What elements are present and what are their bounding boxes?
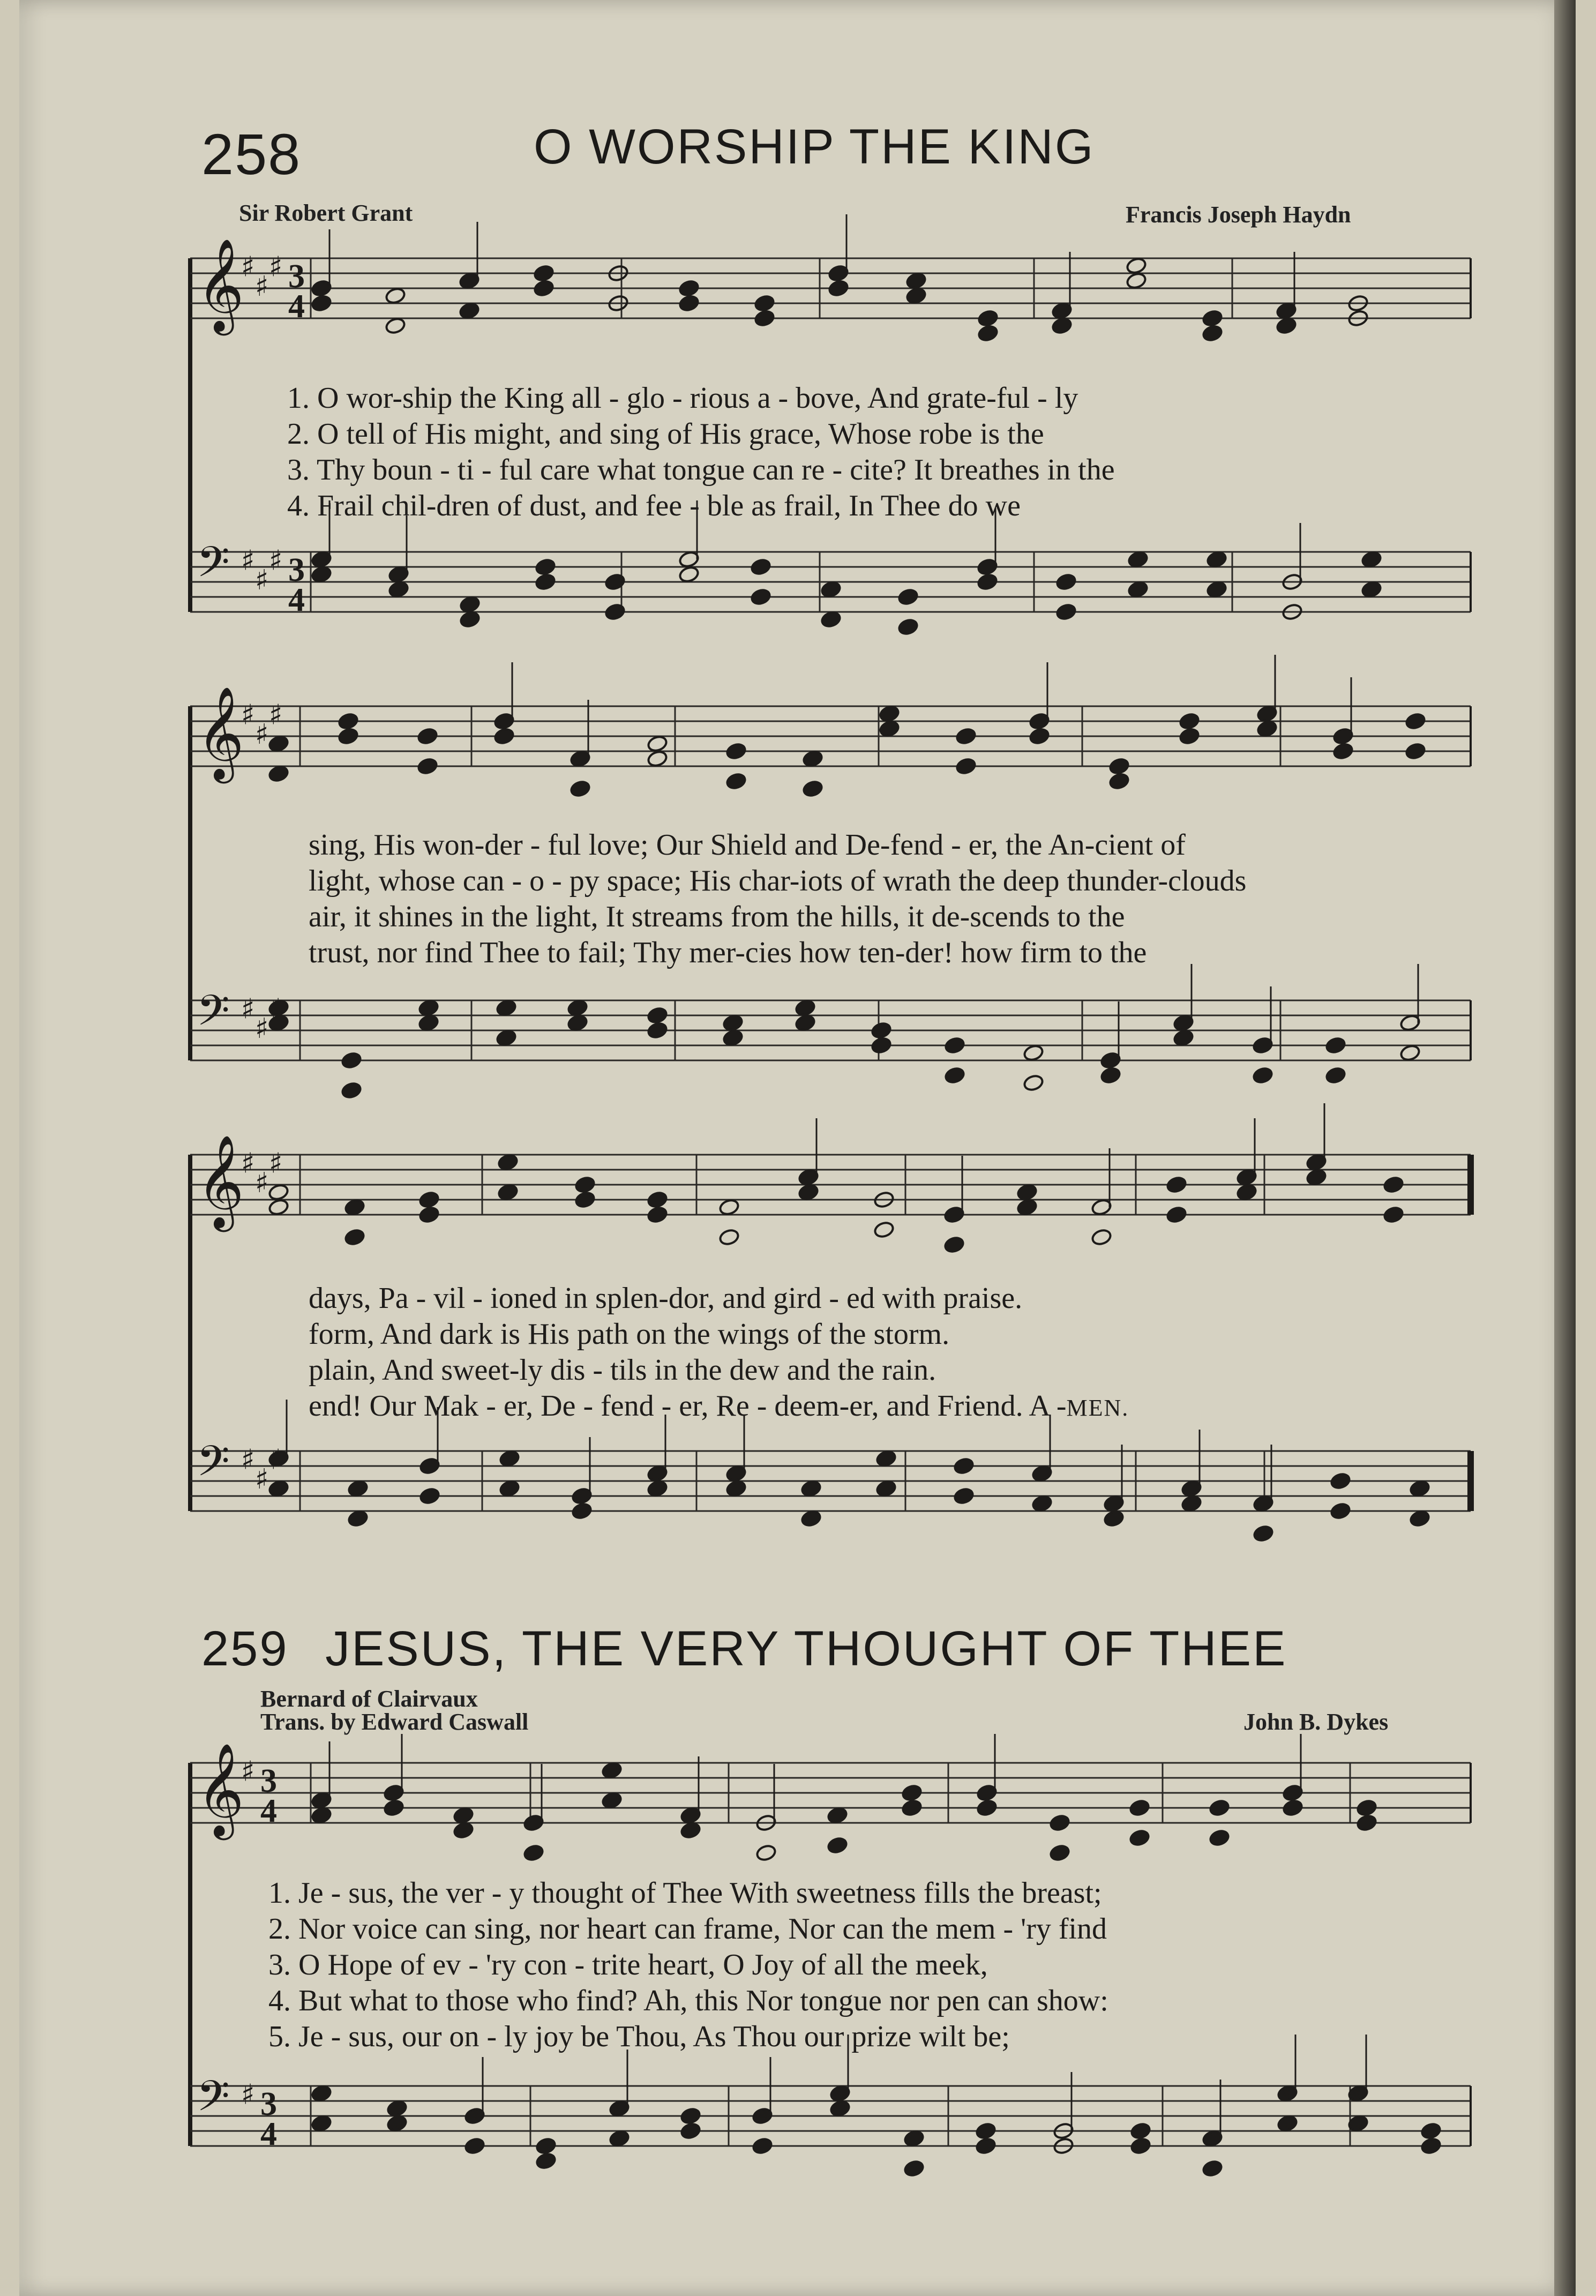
note-head: [647, 1006, 668, 1024]
sharp-icon: ♯: [241, 1147, 255, 1180]
note-head: [897, 618, 919, 636]
note-head: [453, 1821, 474, 1839]
note-head: [903, 2129, 925, 2148]
note-head: [722, 1029, 744, 1047]
note-head: [977, 573, 998, 591]
note-head: [827, 1836, 848, 1854]
note-head: [718, 1198, 740, 1216]
note-head: [1330, 1472, 1351, 1490]
note-head: [499, 1479, 520, 1498]
note-head: [750, 588, 771, 606]
note-head: [1016, 1183, 1038, 1201]
note-head: [388, 580, 409, 599]
note-head: [574, 1191, 596, 1209]
note-head: [453, 1806, 474, 1824]
note-head: [871, 1036, 892, 1054]
note-head: [879, 705, 900, 723]
note-head: [976, 1799, 998, 1817]
note-head: [647, 735, 668, 753]
sharp-icon: ♯: [241, 2078, 255, 2111]
sharp-icon: ♯: [269, 544, 283, 577]
note-head: [953, 1457, 975, 1475]
lyric-line: 3. Thy boun - ti - ful care what tongue can re - cite? It breathes in the: [287, 453, 1115, 487]
note-head: [955, 757, 977, 775]
time-signature-bottom: 4: [288, 288, 305, 325]
note-head: [1356, 1814, 1377, 1832]
note-head: [1399, 1044, 1421, 1062]
note-head: [901, 1784, 923, 1802]
note-head: [567, 1014, 588, 1032]
note-head: [1166, 1176, 1187, 1194]
note-head: [497, 1153, 519, 1171]
note-head: [800, 1479, 822, 1498]
note-head: [754, 294, 775, 312]
note-head: [311, 1806, 332, 1824]
note-head: [464, 2137, 485, 2155]
note-head: [386, 2099, 408, 2118]
note-head: [722, 1014, 744, 1032]
note-head: [827, 1806, 848, 1824]
note-head: [1325, 1066, 1346, 1085]
time-signature-bottom: 4: [288, 582, 305, 618]
note-head: [975, 2122, 996, 2140]
note-head: [678, 279, 700, 297]
note-head: [493, 727, 515, 745]
note-head: [871, 1021, 892, 1039]
note-head: [879, 720, 900, 738]
note-head: [943, 1236, 965, 1254]
note-head: [1252, 1066, 1273, 1085]
note-head: [1051, 317, 1073, 335]
note-head: [953, 1487, 975, 1505]
note-head: [1126, 272, 1147, 290]
note-head: [417, 757, 438, 775]
time-signature-bottom: 4: [260, 1793, 277, 1829]
note-head: [338, 727, 359, 745]
note-head: [647, 1479, 668, 1498]
note-head: [496, 999, 517, 1017]
note-head: [1055, 573, 1077, 591]
lyric-line: air, it shines in the light, It streams from the hills, it de-scends to the: [309, 900, 1125, 933]
note-head: [678, 294, 700, 312]
note-head: [535, 2152, 557, 2170]
note-head: [459, 302, 480, 320]
note-head: [1103, 1509, 1125, 1528]
note-head: [1016, 1198, 1038, 1216]
note-head: [1282, 1799, 1303, 1817]
note-head: [1173, 1029, 1194, 1047]
note-head: [1181, 1494, 1202, 1513]
note-head: [496, 1029, 517, 1047]
note-head: [647, 1206, 668, 1224]
note-head: [570, 780, 591, 798]
note-head: [341, 1081, 362, 1100]
note-head: [1055, 603, 1077, 621]
note-head: [1409, 1509, 1430, 1528]
note-head: [383, 1799, 404, 1817]
lyric-line: light, whose can - o - py space; His char-iots of wrath the deep thunder-clouds: [309, 864, 1247, 898]
note-head: [1166, 1206, 1187, 1224]
note-head: [1108, 772, 1130, 790]
time-signature-top: 3: [288, 552, 305, 588]
note-head: [604, 573, 626, 591]
note-head: [905, 287, 927, 305]
note-head: [418, 1206, 440, 1224]
note-head: [268, 1183, 289, 1201]
note-head: [268, 765, 289, 783]
note-head: [955, 727, 977, 745]
sharp-icon: ♯: [269, 1147, 283, 1180]
treble-clef-icon: 𝄞: [197, 1134, 244, 1228]
note-head: [344, 1228, 365, 1246]
note-head: [647, 1191, 668, 1209]
note-head: [875, 1479, 897, 1498]
lyric-line: sing, His won-der - ful love; Our Shield and De-fend - er, the An-cient of: [309, 828, 1186, 862]
note-head: [418, 1014, 439, 1032]
note-head: [718, 1228, 740, 1246]
note-head: [1420, 2137, 1442, 2155]
note-head: [311, 294, 332, 312]
sharp-icon: ♯: [241, 699, 255, 731]
note-head: [268, 1198, 289, 1216]
lyric-line: trust, nor find Thee to fail; Thy mer-cies how ten-der! how firm to the: [309, 936, 1147, 969]
note-head: [1023, 1044, 1044, 1062]
hymn-title: JESUS, THE VERY THOUGHT OF THEE: [325, 1621, 1287, 1676]
note-head: [1206, 580, 1227, 599]
note-head: [311, 565, 332, 584]
note-head: [311, 2114, 332, 2133]
note-head: [1029, 727, 1050, 745]
note-head: [897, 588, 919, 606]
note-head: [1202, 309, 1223, 327]
time-signature-bottom: 4: [260, 2116, 277, 2152]
note-head: [344, 1198, 365, 1216]
note-head: [574, 1176, 596, 1194]
lyric-line: 2. O tell of His might, and sing of His grace, Whose robe is the: [287, 417, 1044, 451]
note-head: [905, 272, 927, 290]
note-head: [795, 1014, 816, 1032]
note-head: [418, 999, 439, 1017]
note-head: [535, 2137, 557, 2155]
note-head: [535, 573, 556, 591]
note-head: [1361, 580, 1382, 599]
sharp-icon: ♯: [241, 251, 255, 283]
lyric-line: 4. But what to those who find? Ah, this Nor tongue nor pen can show:: [268, 1984, 1108, 2017]
lyric-line: 1. O wor-ship the King all - glo - rious a - bove, And grate-ful - ly: [287, 382, 1078, 415]
note-head: [829, 2099, 851, 2118]
note-head: [1420, 2122, 1442, 2140]
note-head: [944, 1036, 965, 1054]
hymn-title: O WORSHIP THE KING: [534, 119, 1095, 174]
note-head: [1206, 550, 1227, 569]
note-head: [1253, 1524, 1274, 1543]
note-head: [802, 750, 823, 768]
note-head: [347, 1479, 369, 1498]
bass-clef-icon: 𝄢: [197, 985, 230, 1046]
note-head: [873, 1221, 895, 1239]
note-head: [418, 1191, 440, 1209]
note-head: [647, 750, 668, 768]
note-head: [1129, 1829, 1150, 1847]
lyric-line: 4. Frail chil-dren of dust, and fee - ble as frail, In Thee do we: [287, 489, 1021, 522]
note-head: [1383, 1206, 1404, 1224]
note-head: [1031, 1494, 1053, 1513]
note-head: [523, 1844, 544, 1862]
note-head: [1236, 1183, 1257, 1201]
music-credit: Francis Joseph Haydn: [1126, 201, 1351, 228]
note-head: [680, 1821, 701, 1839]
note-head: [1325, 1036, 1346, 1054]
note-head: [1202, 2159, 1223, 2178]
note-head: [1127, 580, 1149, 599]
note-head: [1126, 257, 1147, 275]
words-credit: Sir Robert Grant: [239, 200, 413, 226]
sharp-icon: ♯: [255, 1167, 269, 1199]
note-head: [533, 264, 555, 282]
note-head: [1209, 1829, 1230, 1847]
sharp-icon: ♯: [241, 544, 255, 577]
note-head: [499, 1449, 520, 1468]
note-head: [755, 1844, 777, 1862]
note-head: [535, 558, 556, 576]
note-head: [875, 1449, 897, 1468]
note-head: [567, 999, 588, 1017]
note-head: [944, 1066, 965, 1085]
lyric-line: days, Pa - vil - ioned in splen-dor, and gird - ed with praise.: [309, 1282, 1023, 1315]
note-head: [1409, 1479, 1430, 1498]
lyric-line: form, And dark is His path on the wings of the storm.: [309, 1318, 950, 1351]
note-head: [1405, 742, 1426, 760]
note-head: [975, 2137, 996, 2155]
note-head: [609, 2129, 630, 2148]
note-head: [533, 279, 555, 297]
note-head: [1356, 1799, 1377, 1817]
note-head: [419, 1487, 440, 1505]
note-head: [1383, 1176, 1404, 1194]
note-head: [338, 712, 359, 730]
sharp-icon: ♯: [241, 993, 255, 1026]
note-head: [725, 772, 747, 790]
note-head: [268, 735, 289, 753]
note-head: [977, 324, 999, 342]
sharp-icon: ♯: [241, 1755, 255, 1788]
bass-clef-icon: 𝄢: [197, 2071, 230, 2132]
lyric-line: 2. Nor voice can sing, nor heart can frame, Nor can the mem - 'ry find: [268, 1912, 1107, 1946]
amen-suffix: MEN.: [1066, 1395, 1129, 1421]
note-head: [268, 1479, 289, 1498]
note-head: [601, 1791, 623, 1809]
note-head: [1100, 1066, 1121, 1085]
lyric-line-text: end! Our Mak - er, De - fend - er, Re - deem-er, and Friend. A -: [309, 1389, 1067, 1423]
note-head: [1049, 1844, 1070, 1862]
note-head: [1330, 1502, 1351, 1520]
treble-clef-icon: 𝄞: [197, 238, 244, 332]
lyric-line: 5. Je - sus, our on - ly joy be Thou, As Thou our prize wilt be;: [268, 2020, 1010, 2053]
note-head: [1332, 742, 1354, 760]
note-head: [417, 727, 438, 745]
sharp-icon: ♯: [255, 1463, 269, 1495]
note-head: [795, 999, 816, 1017]
note-head: [1130, 2137, 1151, 2155]
note-head: [680, 2122, 701, 2140]
note-head: [347, 1509, 369, 1528]
note-head: [820, 580, 842, 599]
note-head: [1129, 1799, 1150, 1817]
music-credit: John B. Dykes: [1243, 1709, 1389, 1735]
treble-clef-icon: 𝄞: [197, 686, 244, 780]
sharp-icon: ♯: [241, 1444, 255, 1476]
note-head: [341, 1051, 362, 1070]
note-head: [1276, 317, 1297, 335]
note-head: [497, 1183, 519, 1201]
note-head: [459, 595, 481, 614]
note-head: [1127, 550, 1149, 569]
note-head: [311, 2084, 332, 2103]
note-head: [385, 287, 406, 305]
note-head: [1202, 324, 1223, 342]
note-head: [1256, 720, 1278, 738]
note-head: [800, 1509, 822, 1528]
note-head: [385, 317, 406, 335]
note-head: [1091, 1228, 1112, 1246]
note-head: [1108, 757, 1130, 775]
hymn-number: 259: [201, 1621, 289, 1676]
sharp-icon: ♯: [269, 699, 283, 731]
note-head: [1361, 550, 1382, 569]
note-head: [601, 1761, 623, 1779]
time-signature-top: 3: [260, 2086, 277, 2122]
note-head: [678, 565, 700, 584]
note-head: [901, 1799, 923, 1817]
note-head: [828, 279, 849, 297]
bass-clef-icon: 𝄢: [197, 537, 230, 597]
note-head: [1130, 2122, 1151, 2140]
lyric-line: 1. Je - sus, the ver - y thought of Thee With sweetness fills the breast;: [268, 1876, 1102, 1910]
note-head: [754, 309, 775, 327]
time-signature-top: 3: [288, 258, 305, 295]
words-credit: Bernard of Clairvaux: [260, 1686, 478, 1712]
note-head: [647, 1021, 668, 1039]
note-head: [1405, 712, 1426, 730]
note-head: [1209, 1799, 1230, 1817]
sharp-icon: ♯: [269, 251, 283, 283]
note-head: [1179, 727, 1200, 745]
note-head: [977, 309, 999, 327]
translator-credit: Trans. by Edward Caswall: [260, 1709, 529, 1735]
note-head: [820, 610, 842, 629]
note-head: [798, 1183, 819, 1201]
sharp-icon: ♯: [255, 1013, 269, 1045]
note-head: [1277, 2114, 1298, 2133]
note-head: [752, 2137, 773, 2155]
note-head: [1049, 1814, 1070, 1832]
bass-clef-icon: 𝄢: [197, 1436, 230, 1497]
treble-clef-icon: 𝄞: [197, 1742, 244, 1836]
note-head: [802, 780, 823, 798]
note-head: [571, 1502, 593, 1520]
lyric-line: plain, And sweet-ly dis - tils in the dew and the rain.: [309, 1353, 936, 1387]
time-signature-top: 3: [260, 1763, 277, 1799]
sharp-icon: ♯: [255, 564, 269, 596]
note-head: [1179, 712, 1200, 730]
note-head: [1306, 1168, 1327, 1186]
note-head: [725, 742, 747, 760]
sharp-icon: ♯: [255, 719, 269, 751]
note-head: [1023, 1074, 1044, 1092]
lyric-line: 3. O Hope of ev - 'ry con - trite heart, O Joy of all the meek,: [268, 1948, 988, 1981]
note-head: [903, 2159, 925, 2178]
note-head: [386, 2114, 408, 2133]
note-head: [604, 603, 626, 621]
sharp-icon: ♯: [255, 271, 269, 303]
note-head: [680, 2107, 701, 2125]
hymn-number: 258: [201, 122, 302, 186]
note-head: [459, 610, 481, 629]
note-head: [725, 1479, 747, 1498]
note-head: [750, 558, 771, 576]
